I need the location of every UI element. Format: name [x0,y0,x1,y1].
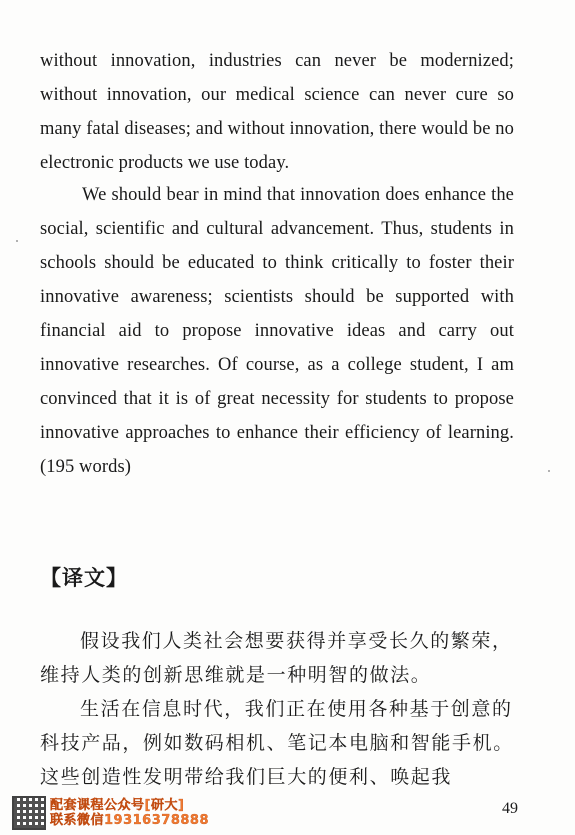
scan-speck [548,470,550,472]
translation-section-title: 【译文】 [40,566,128,590]
chinese-paragraph-2: 生活在信息时代，我们正在使用各种基于创意的科技产品，例如数码相机、笔记本电脑和智能手机。这些创造性发明带给我们巨大的便利、唤起我 [40,698,514,788]
page-number: 49 [502,800,518,817]
chinese-paragraph-1: 假设我们人类社会想要获得并享受长久的繁荣，维持人类的创新思维就是一种明智的做法。 [40,630,513,686]
watermark [12,796,209,830]
watermark-line-2: 联系微信19316378888 [50,813,209,828]
watermark-text [50,798,209,828]
watermark-line-1: 配套课程公众号[研大] [50,798,185,813]
qr-code-icon [12,796,46,830]
english-paragraph-2: We should bear in mind that innovation does enhance the social, scientific and cultural advancement. Thus, students in schools should be educated to think critically to foster their innovative awareness; scientists should be supported with financial aid to propose innovative ideas and carry out innovative researches. Of course, as a college student, I am convinced that it is of great necessity for students to propose innovative approaches to enhance their efficiency of learning. (195 words) [40,185,514,477]
english-paragraph-1: without innovation, industries can never be modernized; without innovation, our medical science can never cure so many fatal diseases; and without innovation, there would be no electronic products we use today. [40,51,514,173]
scan-speck [16,240,18,242]
